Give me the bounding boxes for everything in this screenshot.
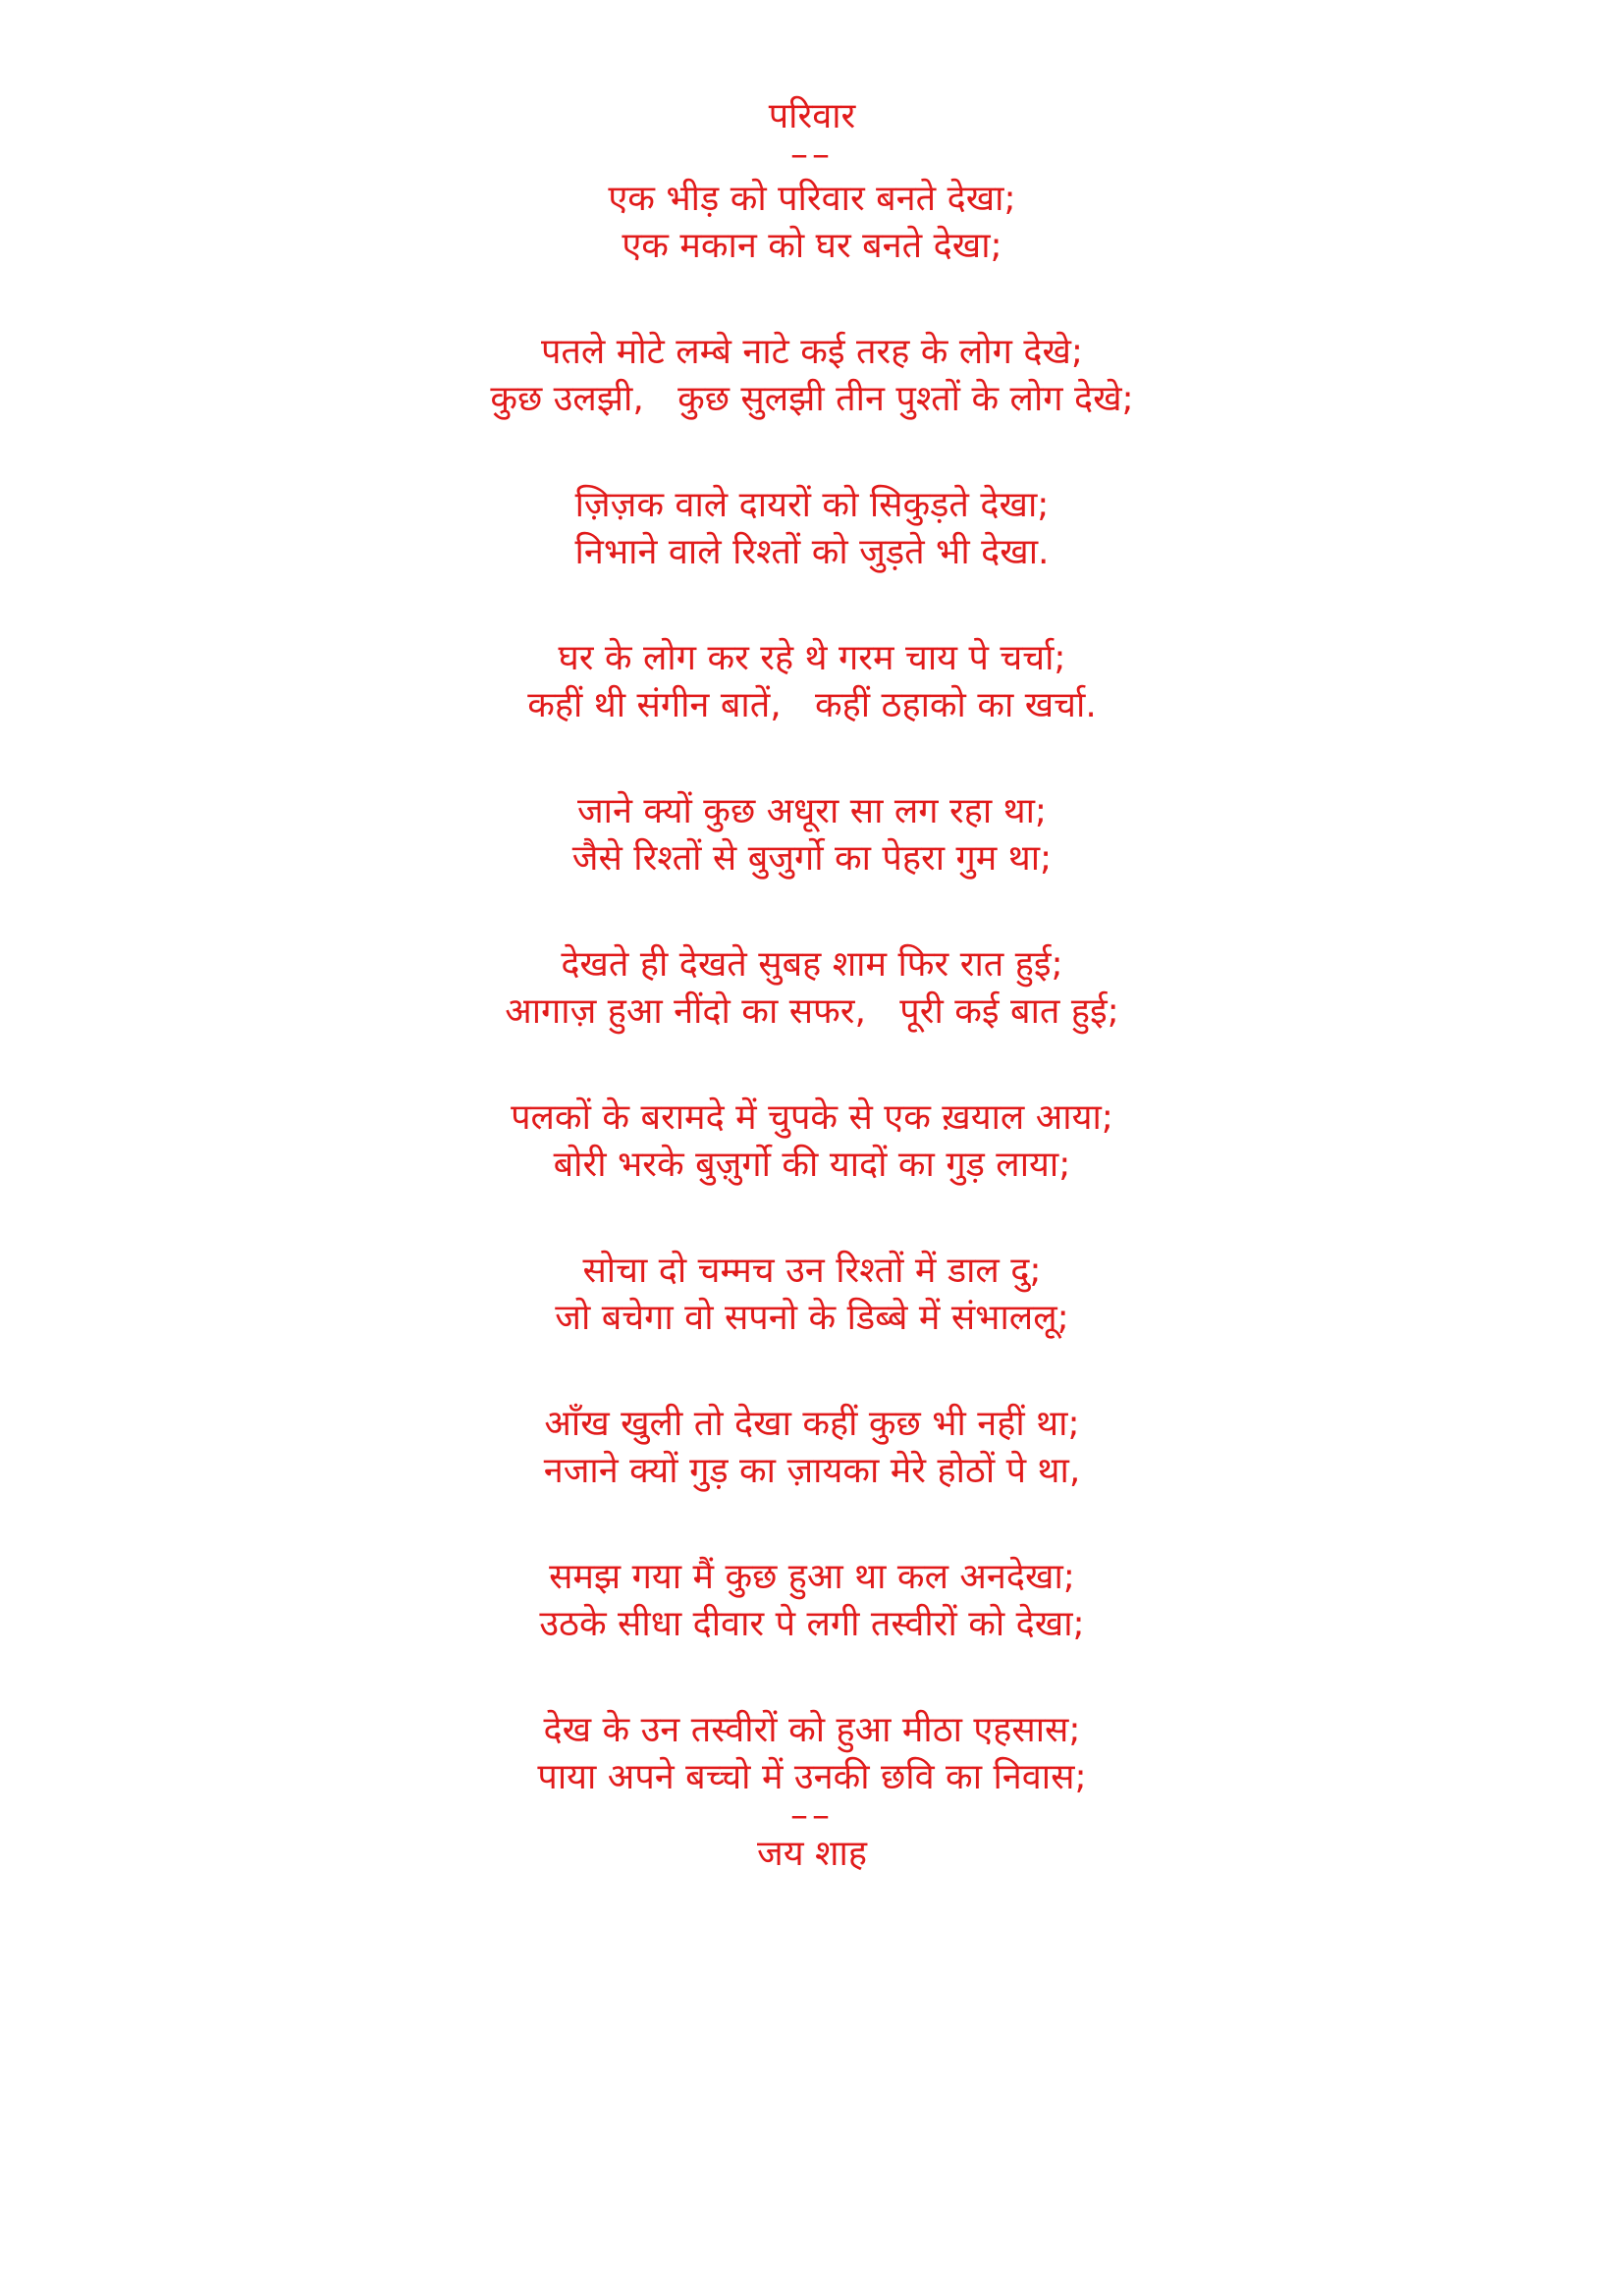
- poem-line: एक मकान को घर बनते देखा;: [622, 226, 1002, 266]
- poem-line: निभाने वाले रिश्तों को जुड़ते भी देखा.: [574, 532, 1050, 572]
- poem-line: पतले मोटे लम्बे नाटे कई तरह के लोग देखे;: [540, 332, 1084, 372]
- poem-line: नजाने क्यों गुड़ का ज़ायका मेरे होठों पे था,: [543, 1451, 1081, 1491]
- poem-line: समझ गया मैं कुछ हुआ था कल अनदेखा;: [549, 1557, 1075, 1597]
- stanza: [0, 1095, 1624, 1189]
- poem-line: ज़िज़क वाले दायरों को सिकुड़ते देखा;: [574, 485, 1050, 525]
- poem-line: घर के लोग कर रहे थे गरम चाय पे चर्चा;: [558, 638, 1066, 678]
- poem-line: कुछ उलझी, कुछ सुलझी तीन पुश्तों के लोग देखे;: [490, 379, 1134, 419]
- poem-title: परिवार: [768, 96, 856, 136]
- stanza: [0, 1401, 1624, 1495]
- poem-line: जो बचेगा वो सपनो के डिब्बे में संभाललू;: [555, 1298, 1069, 1338]
- poem-line: कहीं थी संगीन बातें, कहीं ठहाको का खर्चा.: [527, 685, 1097, 725]
- poem-line: एक भीड़ को परिवार बनते देखा;: [608, 179, 1016, 219]
- poem-line: पलकों के बरामदे में चुपके से एक ख़याल आया;: [511, 1097, 1113, 1138]
- stanza: [0, 1554, 1624, 1648]
- poem-body: [0, 176, 1624, 1801]
- stanza: [0, 635, 1624, 729]
- poem-line: जैसे रिश्तों से बुजुर्गो का पेहरा गुम था;: [571, 838, 1053, 879]
- stanza: [0, 482, 1624, 576]
- poem-line: देख के उन तस्वीरों को हुआ मीठा एहसास;: [543, 1710, 1081, 1750]
- poem-page: [0, 93, 1624, 1878]
- poem-author: जय शाह: [757, 1834, 867, 1874]
- poem-line: जाने क्यों कुछ अधूरा सा लग रहा था;: [576, 791, 1048, 831]
- stanza: [0, 176, 1624, 270]
- stanza: [0, 329, 1624, 423]
- stanza: [0, 1248, 1624, 1342]
- poem-line: आँख खुली तो देखा कहीं कुछ भी नहीं था;: [544, 1404, 1080, 1444]
- stanza: [0, 941, 1624, 1036]
- poem-line: पाया अपने बच्चो में उनकी छवि का निवास;: [537, 1757, 1087, 1797]
- poem-line: आगाज़ हुआ नींदो का सफर, पूरी कई बात हुई;: [505, 991, 1119, 1032]
- poem-line: बोरी भरके बुज़ुर्गो की यादों का गुड़ लाया;: [553, 1145, 1071, 1185]
- top-separator: ––: [790, 134, 834, 175]
- bottom-separator: ––: [790, 1795, 834, 1836]
- stanza: [0, 788, 1624, 882]
- poem-line: देखते ही देखते सुबह शाम फिर रात हुई;: [561, 944, 1063, 985]
- poem-line: सोचा दो चम्मच उन रिश्तों में डाल दु;: [582, 1251, 1042, 1291]
- poem-line: उठके सीधा दीवार पे लगी तस्वीरों को देखा;: [539, 1604, 1085, 1644]
- stanza: [0, 1707, 1624, 1801]
